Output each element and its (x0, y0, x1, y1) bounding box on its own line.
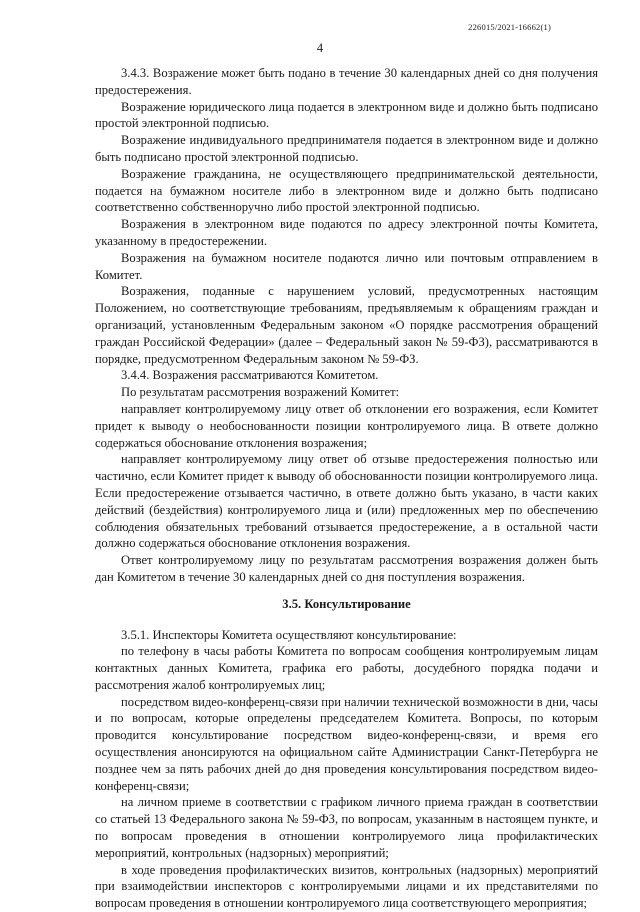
paragraph: в ходе проведения профилактических визитов, контрольных (надзорных) мероприятий при взаимодействии инспекторов с контролируемыми лицами и их представителями по вопросам проведения в отношении контролируемого лица соответствующего мероприятия; (95, 862, 598, 912)
paragraph: посредством видео-конференц-связи при наличии технической возможности в дни, часы и по вопросам, которые определены председателем Комитета. Вопросы, по которым проводится консультирование посредством видео-конференц-связи, и время его осуществления анонсируются на официальном сайте Администрации Санкт-Петербурга не позднее чем за пять рабочих дней до дня проведения консультирования посредством видео-конференц-связи; (95, 694, 598, 795)
paragraph: по телефону в часы работы Комитета по вопросам сообщения контролируемым лицам контактных данных Комитета, графика его работы, досудебного порядка подачи и рассмотрения жалоб контролируемых лиц; (95, 643, 598, 693)
section-3-4-continued (95, 65, 598, 586)
paragraph: на личном приеме в соответствии с графиком личного приема граждан в соответствии со статьей 13 Федерального закона № 59-ФЗ, по вопросам, указанным в настоящем пункте, и по вопросам проведения в отношении контролируемого лица профилактических мероприятий, контрольных (надзорных) мероприятий; (95, 794, 598, 861)
paragraph: 3.4.3. Возражение может быть подано в течение 30 календарных дней со дня получения предостережения. (95, 65, 598, 99)
paragraph: 3.4.4. Возражения рассматриваются Комитетом. (95, 367, 598, 384)
paragraph: Возражение индивидуального предпринимателя подается в электронном виде и должно быть подписано простой электронной подписью. (95, 132, 598, 166)
document-body (95, 65, 598, 912)
page-number: 4 (0, 41, 640, 56)
paragraph: Возражения, поданные с нарушением условий, предусмотренных настоящим Положением, но соответствующие требованиям, предъявляемым к обращениям граждан и организаций, установленным Федеральным законом «О порядке рассмотрения обращений граждан Российской Федерации» (далее – Федеральный закон № 59-ФЗ), рассматриваются в порядке, предусмотренном Федеральным законом № 59-ФЗ. (95, 283, 598, 367)
paragraph: Возражение юридического лица подается в электронном виде и должно быть подписано простой электронной подписью. (95, 99, 598, 133)
paragraph: Возражения в электронном виде подаются по адресу электронной почты Комитета, указанному в предостережении. (95, 216, 598, 250)
paragraph: Возражения на бумажном носителе подаются лично или почтовым отправлением в Комитет. (95, 250, 598, 284)
paragraph: По результатам рассмотрения возражений Комитет: (95, 384, 598, 401)
paragraph: 3.5.1. Инспекторы Комитета осуществляют консультирование: (95, 627, 598, 644)
paragraph: направляет контролируемому лицу ответ об отклонении его возражения, если Комитет придет к выводу о необоснованности позиции контролируемого лица. В ответе должно содержаться обоснование отклонения возражения; (95, 401, 598, 451)
paragraph: направляет контролируемому лицу ответ об отзыве предостережения полностью или частично, если Комитет придет к выводу об обоснованности позиции контролируемого лица. Если предостережение отзывается частично, в ответе должно быть указано, в части каких действий (бездействия) контролируемого лица и (или) предложенных мер по обеспечению соблюдения обязательных требований отзывается предостережение, а в остальной части должно содержаться обоснование отклонения возражения. (95, 451, 598, 552)
section-title: 3.5. Консультирование (95, 596, 598, 613)
paragraph: Ответ контролируемому лицу по результатам рассмотрения возражения должен быть дан Комитетом в течение 30 календарных дней со дня поступления возражения. (95, 552, 598, 586)
document-number: 226015/2021-16662(1) (468, 22, 551, 32)
section-3-5-body (95, 627, 598, 912)
paragraph: Возражение гражданина, не осуществляющего предпринимательской деятельности, подается на бумажном носителе либо в электронном виде и должно быть подписано соответственно собственноручно либо простой электронной подписью. (95, 166, 598, 216)
